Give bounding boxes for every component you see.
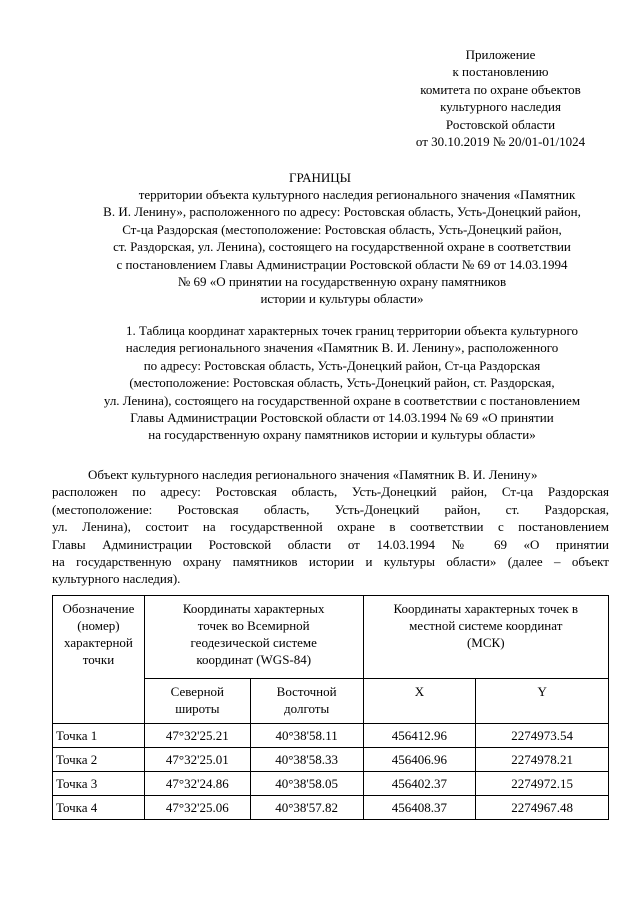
- point-longitude: 40°38'58.05: [250, 772, 363, 796]
- point-latitude: 47°32'25.06: [144, 796, 250, 820]
- point-latitude: 47°32'25.01: [144, 748, 250, 772]
- point-x: 456412.96: [363, 724, 476, 748]
- section-line: на государственную охрану памятников истории и культуры области»: [148, 427, 536, 443]
- appendix-line: комитета по охране объектов: [420, 81, 581, 97]
- subtitle-line: Ст-ца Раздорская (местоположение: Ростовская область, Усть-Донецкий район,: [122, 221, 562, 237]
- appendix-line: от 30.10.2019 № 20/01-01/1024: [415, 134, 586, 150]
- subtitle-line: с постановлением Главы Администрации Ростовской области № 69 от 14.03.1994: [116, 256, 568, 272]
- point-y: 2274967.48: [476, 796, 609, 820]
- table-header-row: [53, 596, 609, 679]
- point-y: 2274972.15: [476, 772, 609, 796]
- point-latitude: 47°32'25.21: [144, 724, 250, 748]
- header-north-latitude: Северной широты: [144, 679, 250, 724]
- point-name: Точка 2: [53, 748, 145, 772]
- point-longitude: 40°38'58.11: [250, 724, 363, 748]
- section-line: ул. Ленина), состоящего на государственной охране в соответствии с постановлением: [103, 392, 581, 408]
- paragraph-line: (местоположение: Ростовская область, Усть-Донецкий район, ст. Раздорская,: [52, 501, 609, 517]
- section-line: 1. Таблица координат характерных точек границ территории объекта культурного: [126, 323, 578, 338]
- paragraph-line: ул. Ленина), состоит на государственной охране в соответствии с постановлением: [52, 519, 609, 535]
- subtitle-line: № 69 «О принятии на государственную охрану памятников: [177, 274, 507, 290]
- subtitle-line: территории объекта культурного наследия регионального значения «Памятник: [138, 187, 576, 202]
- header-designation: Обозначение (номер) характерной точки: [53, 596, 145, 724]
- point-name: Точка 1: [53, 724, 145, 748]
- point-x: 456406.96: [363, 748, 476, 772]
- point-y: 2274973.54: [476, 724, 609, 748]
- point-longitude: 40°38'57.82: [250, 796, 363, 820]
- body-paragraph: [52, 466, 609, 588]
- header-wgs84: Координаты характерных точек во Всемирной геодезической системе координат (WGS-84): [144, 596, 363, 679]
- paragraph-line: культурного наследия).: [52, 571, 181, 587]
- subtitle-line: ст. Раздорская, ул. Ленина), состоящего на государственной охране в соответствии: [113, 239, 571, 255]
- table-row: [53, 772, 609, 796]
- appendix-line: Ростовской области: [445, 116, 556, 132]
- header-x: X: [363, 679, 476, 724]
- table-row: [53, 796, 609, 820]
- paragraph-line: Объект культурного наследия регионального значения «Памятник В. И. Ленину»: [88, 467, 538, 482]
- point-y: 2274978.21: [476, 748, 609, 772]
- section-line: по адресу: Ростовская область, Усть-Донецкий район, Ст-ца Раздорская: [143, 357, 541, 373]
- appendix-line: к постановлению: [452, 64, 549, 80]
- coordinates-table: [52, 595, 609, 820]
- appendix-header: [393, 46, 608, 150]
- point-name: Точка 4: [53, 796, 145, 820]
- point-name: Точка 3: [53, 772, 145, 796]
- paragraph-line: на государственную охрану памятников истории и культуры области» (далее – объект: [52, 554, 609, 570]
- header-msk: Координаты характерных точек в местной системе координат (МСК): [363, 596, 608, 679]
- appendix-line: Приложение: [465, 47, 536, 62]
- paragraph-line: Главы Администрации Ростовской области от 14.03.1994 № 69 «О принятии: [52, 536, 609, 552]
- header-y: Y: [476, 679, 609, 724]
- point-longitude: 40°38'58.33: [250, 748, 363, 772]
- subtitle-line: В. И. Ленину», расположенного по адресу: Ростовская область, Усть-Донецкий район,: [103, 204, 581, 220]
- document-subtitle: [52, 186, 632, 308]
- paragraph-line: расположен по адресу: Ростовская область, Усть-Донецкий район, Ст-ца Раздорская: [52, 484, 609, 500]
- appendix-line: культурного наследия: [440, 99, 561, 115]
- point-x: 456402.37: [363, 772, 476, 796]
- point-x: 456408.37: [363, 796, 476, 820]
- document-title: ГРАНИЦЫ: [289, 170, 351, 185]
- point-latitude: 47°32'24.86: [144, 772, 250, 796]
- table-row: [53, 724, 609, 748]
- section-line: (местоположение: Ростовская область, Усть-Донецкий район, ст. Раздорская,: [129, 375, 555, 391]
- section-line: Главы Администрации Ростовской области от 14.03.1994 № 69 «О принятии: [130, 410, 554, 426]
- section-line: наследия регионального значения «Памятник В. И. Ленину», расположенного: [125, 340, 559, 356]
- section-heading: [52, 322, 632, 444]
- subtitle-line: истории и культуры области»: [260, 291, 424, 307]
- header-east-longitude: Восточной долготы: [250, 679, 363, 724]
- table-row: [53, 748, 609, 772]
